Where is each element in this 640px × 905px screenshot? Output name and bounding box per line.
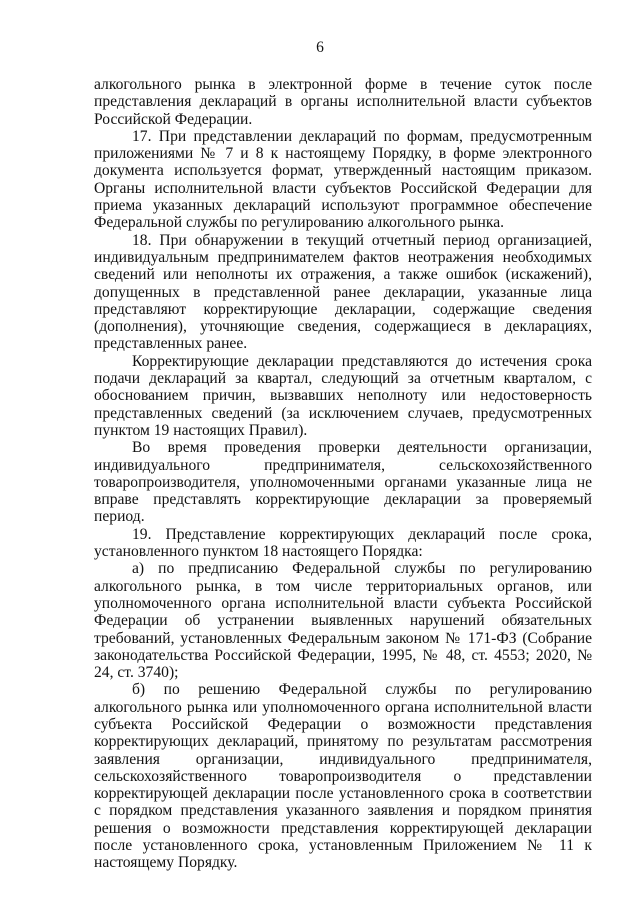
paragraph-item-19a: а) по предписанию Федеральной службы по регулированию алкогольного рынка, в том числе территориальных органов, или уполномоченного органа исполнительной власти субъекта Российской Федерации об устранении выявленных нарушений обязательных требований, установленных Федеральным законом № 171-ФЗ (Собрание законодательства Российской Федерации, 1995, № 48, ст. 4553; 2020, № 24, ст. 3740); xyxy=(94,560,592,682)
document-body xyxy=(94,76,592,872)
paragraph-item-19: 19. Представление корректирующих деклараций после срока, установленного пунктом 18 настоящего Порядка: xyxy=(94,525,592,561)
page-number: 6 xyxy=(316,39,324,56)
paragraph-corrective-deadline: Корректирующие декларации представляются до истечения срока подачи деклараций за квартал, следующий за отчетным кварталом, с обоснованием причин, вызвавших неполноту или недостоверность представленных сведений (за исключением случаев, предусмотренных пунктом 19 настоящих Правил). xyxy=(94,352,592,439)
paragraph-item-17: 17. При представлении деклараций по формам, предусмотренным приложениями № 7 и 8 к настоящему Порядку, в форме электронного документа используется формат, утвержденный настоящим приказом. Органы исполнительной власти субъектов Российской Федерации для приема указанных деклараций используют программное обеспечение Федеральной службы по регулированию алкогольного рынка. xyxy=(94,127,592,232)
paragraph-intro-continuation: алкогольного рынка в электронной форме в течение суток после представления деклараций в органы исполнительной власти субъектов Российской Федерации. xyxy=(94,76,592,128)
paragraph-inspection-restriction: Во время проведения проверки деятельности организации, индивидуального предпринимателя, сельскохозяйственного товаропроизводителя, уполномоченными органами указанные лица не вправе представлять корректирующие декларации за проверяемый период. xyxy=(94,439,592,526)
paragraph-item-18: 18. При обнаружении в текущий отчетный период организацией, индивидуальным предпринимателем фактов неотражения необходимых сведений или неполноты их отражения, а также ошибок (искажений), допущенных в представленной ранее декларации, указанные лица представляют корректирующие декларации, содержащие сведения (дополнения), уточняющие сведения, содержащиеся в декларациях, представленных ранее. xyxy=(94,231,592,353)
paragraph-item-19b: б) по решению Федеральной службы по регулированию алкогольного рынка или уполномоченного органа исполнительной власти субъекта Российской Федерации о возможности представления корректирующих деклараций, принятому по результатам рассмотрения заявления организации, индивидуального предпринимателя, сельскохозяйственного товаропроизводителя о представлении корректирующей декларации после установленного срока в соответствии с порядком представления указанного заявления и порядком принятия решения о возможности представления корректирующей декларации после установленного срока, установленным Приложением № 11 к настоящему Порядку. xyxy=(94,681,592,872)
